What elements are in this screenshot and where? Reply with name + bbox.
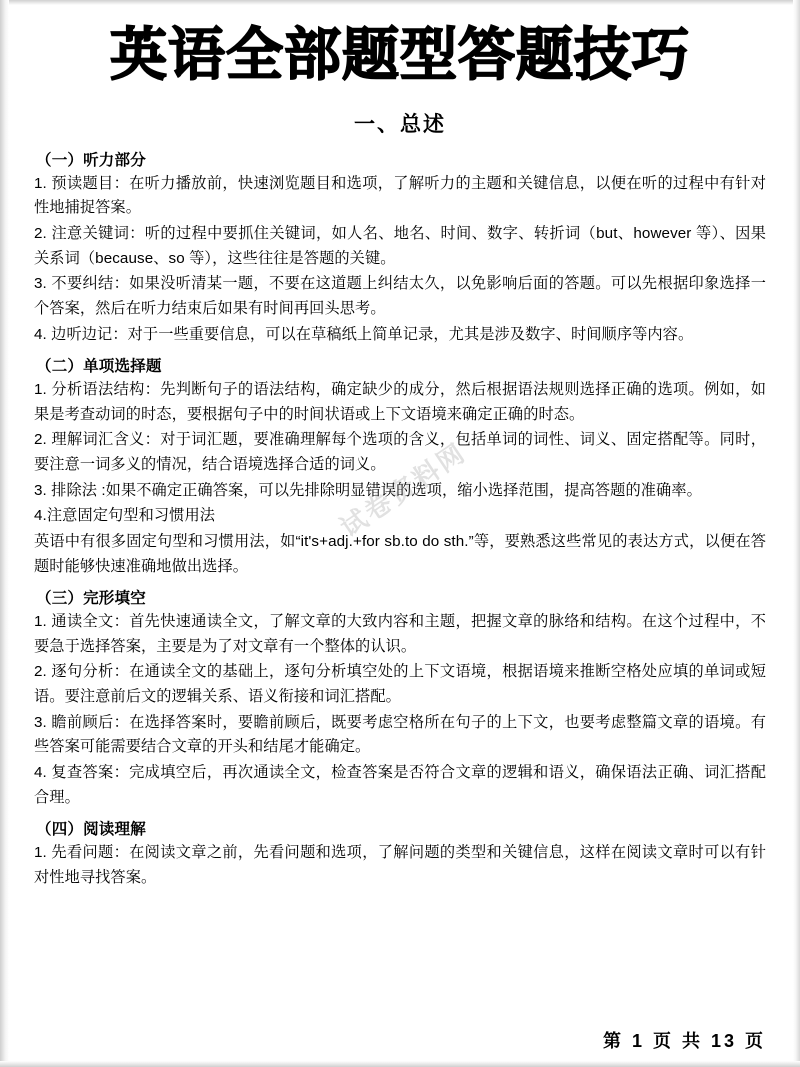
body-paragraph: 1. 通读全文：首先快速通读全文，了解文章的大致内容和主题，把握文章的脉络和结构。在这个过程中，不要急于选择答案，主要是为了对文章有一个整体的认识。 bbox=[34, 613, 766, 655]
page-edge-left bbox=[0, 0, 9, 1067]
subsection-heading: （三）完形填空 bbox=[36, 590, 146, 608]
page-edge-bottom bbox=[0, 1061, 800, 1067]
body-paragraph: 1. 分析语法结构：先判断句子的语法结构，确定缺少的成分，然后根据语法规则选择正确的选项。例如，如果是考查动词的时态，要根据句子中的时间状语或上下文语境来确定正确的时态。 bbox=[34, 381, 766, 423]
body-paragraph: 4. 复查答案：完成填空后，再次通读全文，检查答案是否符合文章的逻辑和语义，确保语法正确、词汇搭配合理。 bbox=[34, 763, 766, 806]
watermark: 试卷资料网 bbox=[334, 436, 472, 543]
page-title: 英语全部题型答题技巧 bbox=[110, 22, 690, 88]
body-paragraph: 2. 逐句分析：在通读全文的基础上，逐句分析填空处的上下文语境，根据语境来推断空格处应填的单词或短语。要注意前后文的逻辑关系、语义衔接和词汇搭配。 bbox=[34, 663, 766, 706]
body-paragraph: 3. 不要纠结：如果没听清某一题，不要在这道题上纠结太久，以免影响后面的答题。可以先根据印象选择一个答案，然后在听力结束后如果有时间再回头思考。 bbox=[34, 275, 766, 317]
body-paragraph: 2. 注意关键词：听的过程中要抓住关键词，如人名、地名、时间、数字、转折词（but、however 等）、因果关系词（because、so 等），这些往往是答题的关键。 bbox=[34, 225, 766, 267]
page-edge-right bbox=[793, 0, 800, 1067]
body-paragraph: 1. 先看问题：在阅读文章之前，先看问题和选项，了解问题的类型和关键信息，这样在阅读文章时可以有针对性地寻找答案。 bbox=[34, 844, 766, 886]
body-paragraph: 2. 理解词汇含义：对于词汇题，要准确理解每个选项的含义，包括单词的词性、词义、固定搭配等。同时，要注意一词多义的情况，结合语境选择合适的词义。 bbox=[34, 431, 766, 474]
body-paragraph: 4.注意固定句型和习惯用法 bbox=[34, 507, 216, 525]
document-body bbox=[34, 148, 766, 891]
section-title: 一、总述 bbox=[354, 112, 446, 136]
body-paragraph: 英语中有很多固定句型和习惯用法，如“it's+adj.+for sb.to do sth.”等，要熟悉这些常见的表达方式，以便在答题时能够快速准确地做出选择。 bbox=[34, 532, 766, 575]
subsection-heading: （二）单项选择题 bbox=[36, 358, 162, 376]
subsection-heading: （一）听力部分 bbox=[36, 151, 146, 169]
body-paragraph: 3. 排除法 :如果不确定正确答案，可以先排除明显错误的选项，缩小选择范围，提高答题的准确率。 bbox=[34, 481, 702, 499]
body-paragraph: 3. 瞻前顾后：在选择答案时，要瞻前顾后，既要考虑空格所在句子的上下文，也要考虑整篇文章的语境。有些答案可能需要结合文章的开头和结尾才能确定。 bbox=[34, 713, 766, 756]
body-paragraph: 4. 边听边记：对于一些重要信息，可以在草稿纸上简单记录，尤其是涉及数字、时间顺序等内容。 bbox=[34, 325, 694, 343]
page-edge-top bbox=[0, 0, 800, 5]
subsection-heading: （四）阅读理解 bbox=[36, 821, 146, 839]
page-footer: 第 1 页 共 13 页 bbox=[602, 1031, 766, 1051]
body-paragraph: 1. 预读题目：在听力播放前，快速浏览题目和选项，了解听力的主题和关键信息，以便在听的过程中有针对性地捕捉答案。 bbox=[34, 174, 766, 217]
